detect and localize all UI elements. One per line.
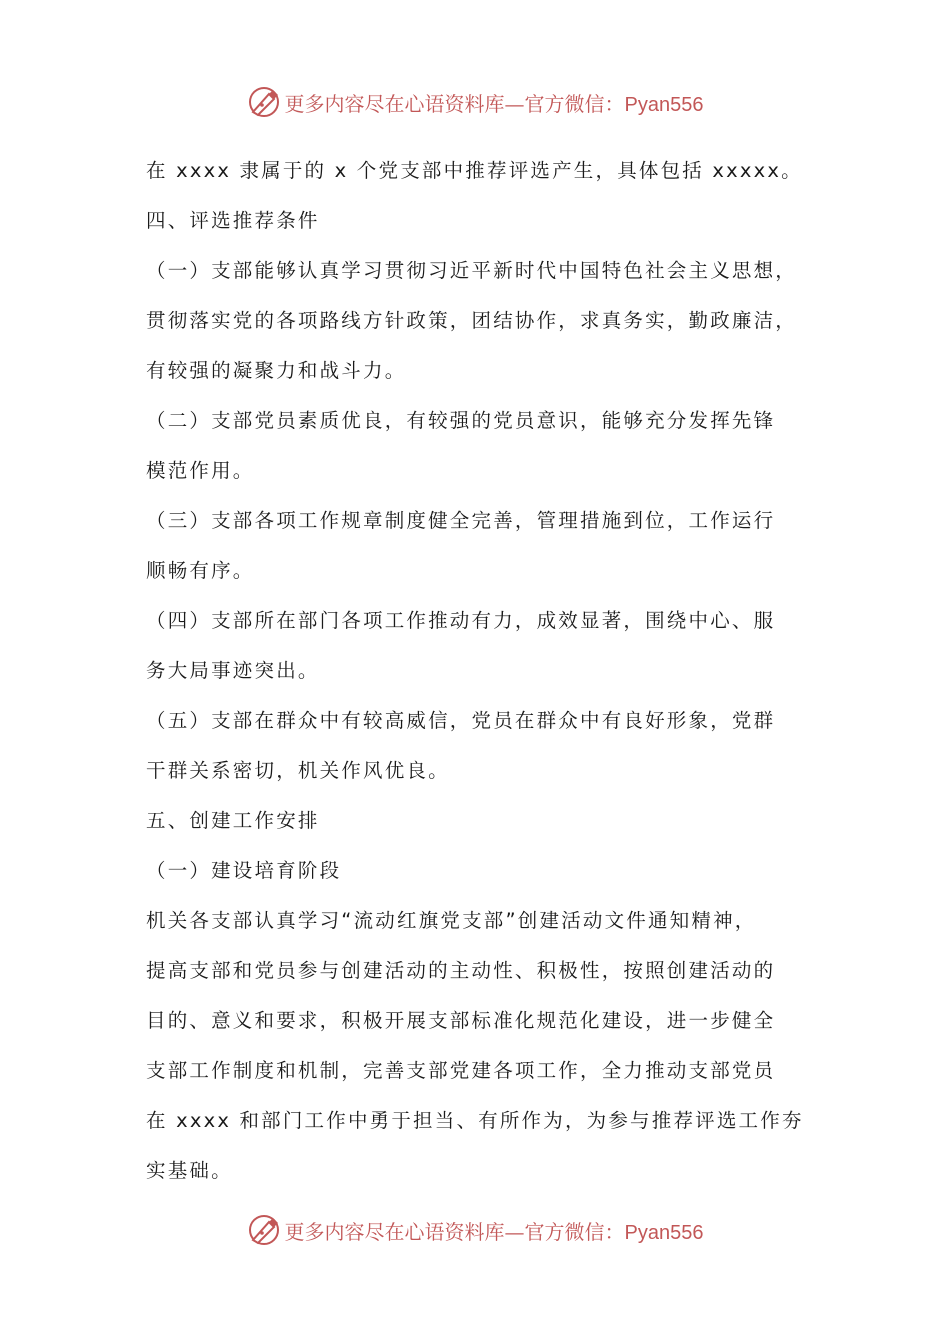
section-heading-criteria: 四、评选推荐条件	[146, 209, 320, 232]
body-line: （三）支部各项工作规章制度健全完善，管理措施到位，工作运行	[146, 509, 776, 532]
body-line: 提高支部和党员参与创建活动的主动性、积极性，按照创建活动的	[146, 959, 776, 982]
body-line: （四）支部所在部门各项工作推动有力，成效显著，围绕中心、服	[146, 609, 776, 632]
body-line: 顺畅有序。	[146, 559, 255, 582]
body-line: （五）支部在群众中有较高威信，党员在群众中有良好形象，党群	[146, 709, 776, 732]
footer-watermark-banner	[0, 1208, 950, 1252]
document-body	[146, 146, 816, 1196]
body-line: 贯彻落实党的各项路线方针政策，团结协作，求真务实，勤政廉洁，	[146, 309, 798, 332]
body-line: （二）支部党员素质优良，有较强的党员意识，能够充分发挥先锋	[146, 409, 776, 432]
body-line: 有较强的凝聚力和战斗力。	[146, 359, 407, 382]
body-line: 在 xxxx 和部门工作中勇于担当、有所作为，为参与推荐评选工作夯	[146, 1109, 804, 1132]
body-line: 目的、意义和要求，积极开展支部标准化规范化建设，进一步健全	[146, 1009, 776, 1032]
body-line: 模范作用。	[146, 459, 255, 482]
subsection-heading: （一）建设培育阶段	[146, 859, 342, 882]
body-line: 机关各支部认真学习“流动红旗党支部”创建活动文件通知精神，	[146, 909, 757, 932]
body-line: 支部工作制度和机制，完善支部党建各项工作，全力推动支部党员	[146, 1059, 776, 1082]
pen-nib-logo-icon	[247, 1213, 281, 1247]
body-line: 在 xxxx 隶属于的 x 个党支部中推荐评选产生，具体包括 xxxxx。	[146, 159, 803, 182]
header-wechat-id: Pyan556	[624, 93, 704, 116]
pen-nib-logo-icon	[247, 85, 281, 119]
header-watermark-banner	[0, 80, 950, 124]
body-line: 实基础。	[146, 1159, 233, 1182]
header-watermark-text: 更多内容尽在心语资料库—官方微信：Pyan556	[284, 91, 704, 116]
body-line: 干群关系密切，机关作风优良。	[146, 759, 450, 782]
footer-wechat-id: Pyan556	[624, 1221, 704, 1244]
footer-watermark-text: 更多内容尽在心语资料库—官方微信：Pyan556	[284, 1219, 704, 1244]
body-line: （一）支部能够认真学习贯彻习近平新时代中国特色社会主义思想，	[146, 259, 798, 282]
body-line: 务大局事迹突出。	[146, 659, 320, 682]
section-heading-arrangement: 五、创建工作安排	[146, 809, 320, 832]
